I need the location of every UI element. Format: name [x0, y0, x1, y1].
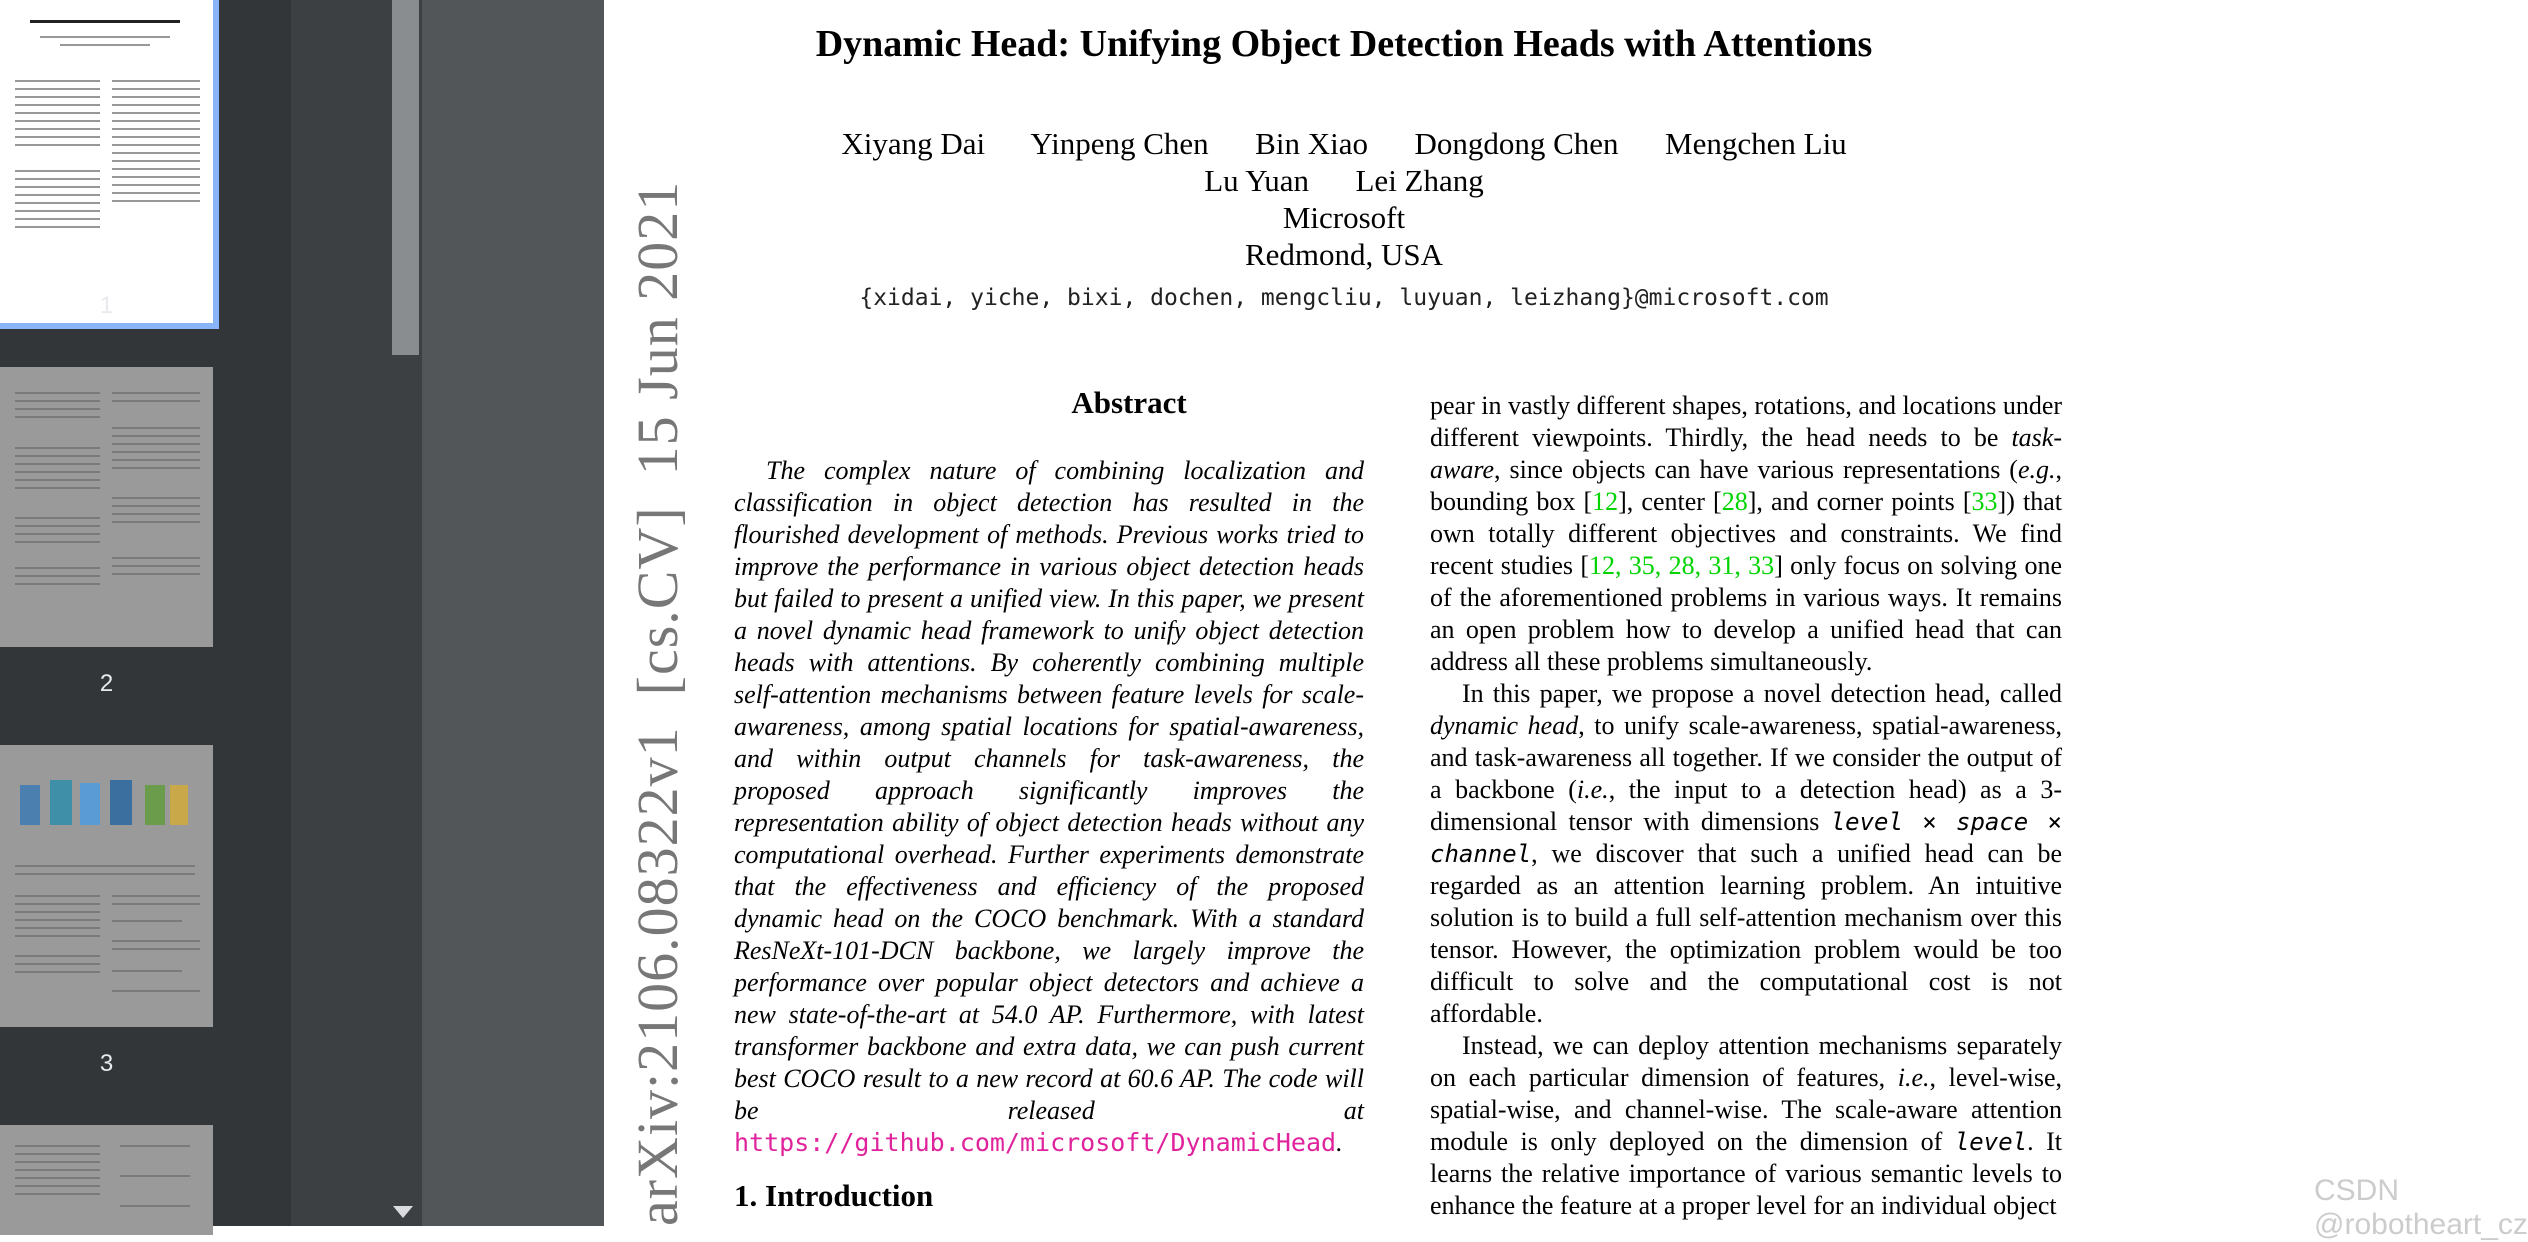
paragraph-2: In this paper, we propose a novel detection head, called dynamic head, to unify scale-awareness, spatial-awareness, and task-awareness all together. If we consider the output of a backbone (i.e., the input to a detection head) as a 3-dimensional tensor with dimensions level × space × channel, we discover that such a unified head can be regarded as an attention learning problem. An intuitive solution is to build a full self-attention mechanism over this tensor. However, the optimization problem would be too difficult to solve and the computational cost is not affordable. [1430, 679, 2062, 1028]
page-thumbnail-2[interactable] [0, 367, 213, 647]
abstract-text: The complex nature of combining localization and classification in object detection has resulted in the flourished development of methods. Previous works tried to improve the performance in various object detection heads but failed to present a unified view. In this paper, we present a novel dynamic head framework to unify object detection heads with attentions. By coherently combining multiple self-attention mechanisms between feature levels for scale-awareness, among spatial locations for spatial-awareness, and within output channels for task-awareness, the proposed approach significantly improves the representation ability of object detection heads without any computational overhead. Further experiments demonstrate that the effectiveness and efficiency of the proposed dynamic head on the COCO benchmark. With a standard ResNeXt-101-DCN backbone, we largely improve the performance over popular object detectors and achieve a new state-of-the-art at 54.0 AP. Furthermore, with latest transformer backbone and extra data, we can push current best COCO result to a new record at 60.6 AP. The code will be released at [734, 456, 1364, 1125]
page-thumbnail-1[interactable] [0, 0, 213, 323]
paragraph-3: Instead, we can deploy attention mechanisms separately on each particular dimension of features, i.e., level-wise, spatial-wise, and channel-wise. The scale-aware attention module is only deployed on the dimension of level. It learns the relative importance of various semantic levels to enhance the feature at a proper level for an individual object [1430, 1031, 2063, 1220]
right-column-text [1430, 390, 2062, 1222]
paragraph-1: pear in vastly different shapes, rotations, and locations under different viewpoints. Thirdly, the head needs to be task-aware, since objects can have various representations (e.g., bounding box [12], center [28], and corner points [33]) that own totally different objectives and constraints. We find recent studies [12, 35, 28, 31, 33] only focus on solving one of the aforementioned problems in various ways. It remains an open problem how to develop a unified head that can address all these problems simultaneously. [1430, 391, 2063, 676]
figure-thumbnail [0, 765, 213, 855]
page-number-3[interactable]: 3 [99, 1050, 114, 1077]
abstract-heading: Abstract [1071, 385, 1187, 420]
authors-line-2: Lu Yuan Lei Zhang [1204, 163, 1484, 198]
code-link[interactable]: https://github.com/microsoft/DynamicHead [734, 1128, 1337, 1157]
citation-link[interactable]: 12 [1592, 487, 1619, 516]
affiliation: Microsoft [1282, 200, 1406, 235]
abstract-body: The complex nature of combining localization and classification in object detection has resulted in the flourished development of methods. Previous works tried to improve the performance in various object detection heads but failed to present a unified view. In this paper, we present a novel dynamic head framework to unify object detection heads with attentions. By coherently combining multiple self-attention mechanisms between feature levels for scale-awareness, among spatial locations for spatial-awareness, and within output channels for task-awareness, the proposed approach significantly improves the representation ability of object detection heads without any computational overhead. Further experiments demonstrate that the effectiveness and efficiency of the proposed dynamic head on the COCO benchmark. With a standard ResNeXt-101-DCN backbone, we largely improve the performance over popular object detectors and achieve a new state-of-the-art at 54.0 AP. Furthermore, with latest transformer backbone and extra data, we can push current best COCO result to a new record at 60.6 AP. The code will be released at https://github.com/microsoft/DynamicHead. [734, 456, 1364, 1157]
thumbnail-sidebar [0, 0, 291, 1226]
arxiv-identifier: arXiv:2106.08322v1 [cs.CV] 15 Jun 2021 [625, 180, 690, 1226]
scroll-down-arrow-icon[interactable] [393, 1206, 413, 1218]
author-emails: {xidai, yiche, bixi, dochen, mengcliu, luyuan, leizhang}@microsoft.com [859, 285, 1829, 311]
citation-link[interactable]: 12, 35, 28, 31, 33 [1588, 551, 1775, 580]
page-thumbnail-3[interactable] [0, 745, 213, 1027]
page-number-1[interactable]: 1 [99, 292, 114, 319]
paper-title: Dynamic Head: Unifying Object Detection Heads with Attentions [815, 23, 1873, 65]
authors-line-1: Xiyang Dai Yinpeng Chen Bin Xiao Dongdong Chen Mengchen Liu [841, 126, 1847, 161]
page-thumbnail-4[interactable] [0, 1125, 213, 1235]
pdf-page [604, 0, 2528, 1241]
introduction-heading: 1. Introduction [734, 1178, 934, 1213]
watermark: CSDN @robotheart_cz [2314, 1174, 2528, 1241]
location: Redmond, USA [1244, 237, 1444, 272]
citation-link[interactable]: 33 [1971, 487, 1998, 516]
citation-link[interactable]: 28 [1721, 487, 1748, 516]
page-number-2[interactable]: 2 [99, 670, 114, 697]
